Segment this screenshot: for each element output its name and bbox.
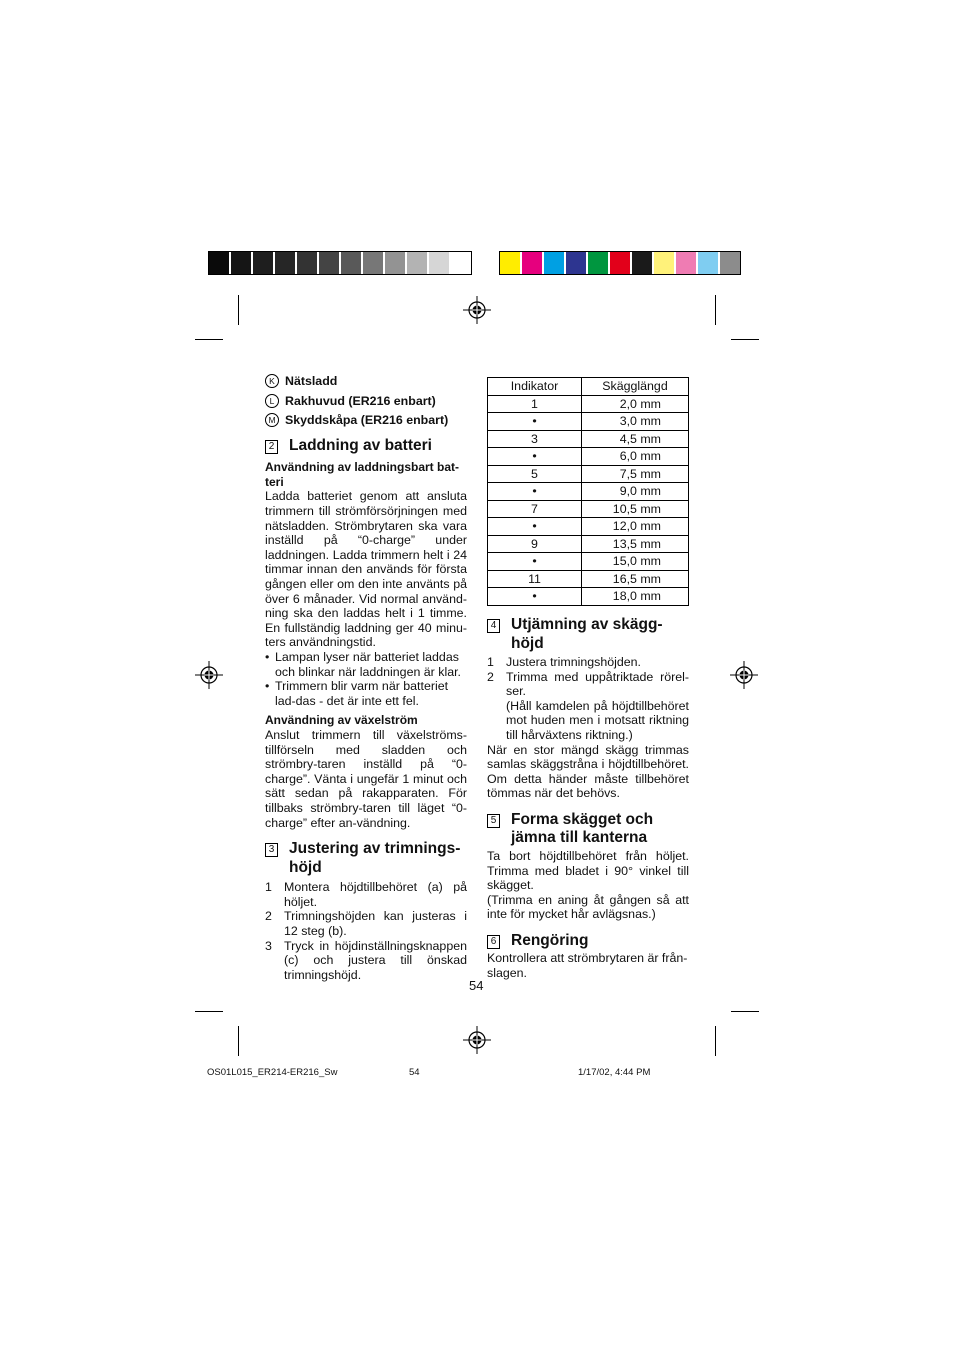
section-title: Laddning av batteri xyxy=(289,436,432,454)
section-title: Forma skägget och jämna till kanterna xyxy=(511,810,654,847)
section-heading xyxy=(487,932,689,951)
part-item xyxy=(265,374,467,389)
crop-mark xyxy=(715,1026,716,1056)
list-text: Trimma med uppåtriktade rörel-ser. (Håll kamdelen på höjdtillbehöret mot huden men i motsatt riktning till hårväxtens riktning.) xyxy=(506,669,689,742)
indicator-cell: 5 xyxy=(488,465,582,483)
list-text: Justera trimningshöjden. xyxy=(506,655,641,669)
length-cell: 6,0 mm xyxy=(582,448,689,466)
parts-list xyxy=(265,374,467,428)
indicator-cell: • xyxy=(488,588,582,606)
right-column xyxy=(487,616,689,981)
crop-mark xyxy=(731,339,759,340)
color-swatch xyxy=(253,252,273,274)
section-title: Utjämning av skägg-höjd xyxy=(511,616,663,652)
bullet-text: Trimmern blir varm när batteriet lad-das - det är inte ett fel. xyxy=(275,679,449,708)
indicator-cell: 1 xyxy=(488,395,582,413)
section-number: 4 xyxy=(487,619,500,633)
registration-mark-icon xyxy=(463,296,491,324)
length-cell: 13,5 mm xyxy=(582,535,689,553)
color-swatch xyxy=(500,252,520,274)
list-item xyxy=(265,909,467,938)
table-row xyxy=(488,448,689,466)
part-marker: L xyxy=(265,394,279,408)
indicator-cell: • xyxy=(488,483,582,501)
part-label: Nätsladd xyxy=(285,374,338,388)
paragraph: Kontrollera att strömbrytaren är från-slagen. xyxy=(487,951,688,980)
indicator-cell: • xyxy=(488,553,582,571)
paragraph: När en stor mängd skägg trimmas samlas skäggstråna i höjdtillbehöret. Om detta händer måste tillbehöret tömmas när det behövs. xyxy=(487,742,689,801)
registration-mark-icon xyxy=(195,661,223,689)
table-row xyxy=(488,395,689,413)
process-color-bar xyxy=(499,251,741,275)
color-swatch xyxy=(407,252,427,274)
section-heading xyxy=(487,811,689,848)
color-swatch xyxy=(654,252,674,274)
color-swatch xyxy=(231,252,251,274)
color-swatch xyxy=(451,252,471,274)
crop-mark xyxy=(238,1026,239,1056)
length-cell: 3,0 mm xyxy=(582,413,689,431)
list-item xyxy=(487,670,689,743)
list-number: 2 xyxy=(487,669,494,684)
subheading: Användning av laddningsbart bat-teri xyxy=(265,460,460,489)
indicator-cell: 11 xyxy=(488,570,582,588)
bullet-item: • Trimmern blir varm när batteriet lad-das - det är inte ett fel. xyxy=(265,679,449,708)
table-row xyxy=(488,413,689,431)
footer-file-name: OS01L015_ER214-ER216_Sw xyxy=(207,1067,338,1078)
color-swatch xyxy=(209,252,229,274)
color-swatch xyxy=(363,252,383,274)
table-row xyxy=(488,430,689,448)
bullet-text: Lampan lyser när batteriet laddas och blinkar när laddningen är klar. xyxy=(275,650,461,679)
crop-mark xyxy=(731,1011,759,1012)
color-swatch xyxy=(632,252,652,274)
color-swatch xyxy=(720,252,740,274)
left-column xyxy=(265,374,467,982)
length-cell: 9,0 mm xyxy=(582,483,689,501)
indicator-cell: • xyxy=(488,518,582,536)
list-number: 3 xyxy=(265,938,272,953)
list-item xyxy=(265,880,467,909)
numbered-list xyxy=(487,655,689,743)
footer-page: 54 xyxy=(409,1067,420,1078)
part-label: Rakhuvud (ER216 enbart) xyxy=(285,393,436,408)
color-swatch xyxy=(676,252,696,274)
section-title: Justering av trimnings-höjd xyxy=(289,840,461,876)
part-item xyxy=(265,394,467,409)
indicator-cell: 7 xyxy=(488,500,582,518)
indicator-cell: 3 xyxy=(488,430,582,448)
color-swatch xyxy=(275,252,295,274)
indicator-cell: • xyxy=(488,413,582,431)
list-number: 1 xyxy=(265,880,272,895)
subheading: Användning av växelström xyxy=(265,713,418,728)
length-cell: 12,0 mm xyxy=(582,518,689,536)
color-swatch xyxy=(544,252,564,274)
length-cell: 7,5 mm xyxy=(582,465,689,483)
list-number: 1 xyxy=(487,655,494,669)
length-cell: 15,0 mm xyxy=(582,553,689,571)
list-item xyxy=(265,939,467,983)
color-swatch xyxy=(610,252,630,274)
crop-mark xyxy=(715,295,716,325)
bullet-item: • Lampan lyser när batteriet laddas och blinkar när laddningen är klar. xyxy=(265,650,461,679)
table-row xyxy=(488,483,689,501)
part-marker: M xyxy=(265,413,279,427)
color-swatch xyxy=(698,252,718,274)
list-text: Montera höjdtillbehöret (a) på höljet. xyxy=(284,880,467,909)
list-item xyxy=(487,655,689,670)
table-header: Skägglängd xyxy=(582,378,689,396)
section-number: 2 xyxy=(265,440,278,454)
beard-length-table xyxy=(487,377,689,606)
section-number: 6 xyxy=(487,935,500,949)
table-row xyxy=(488,535,689,553)
color-swatch xyxy=(588,252,608,274)
crop-mark xyxy=(238,295,239,325)
registration-mark-icon xyxy=(730,661,758,689)
paragraph: Ta bort höjdtillbehöret från höljet. Trimma med bladet i 90° vinkel till skägget. (Trimma en aning åt gången så att inte för mycket hår avlägsnas.) xyxy=(487,848,689,922)
length-cell: 4,5 mm xyxy=(582,430,689,448)
indicator-cell: 9 xyxy=(488,535,582,553)
color-swatch xyxy=(297,252,317,274)
paragraph: Ladda batteriet genom att ansluta trimmern till strömförsörjningen med nätsladden. Strömbrytaren ska vara inställd på “0-charge” under laddningen. Ladda trimmern helt i 24 timmar innan den används för första gången eller om den inte använts på över 6 månader. Vid normal använd-ning ska den laddas helt i 1 timme. En fullständig laddning ger 40 minu-ters användningstid. xyxy=(265,489,467,650)
length-cell: 2,0 mm xyxy=(582,395,689,413)
list-text: Trimningshöjden kan justeras i 12 steg (b). xyxy=(284,909,467,938)
table-row xyxy=(488,553,689,571)
table-row xyxy=(488,588,689,606)
crop-mark xyxy=(195,1011,223,1012)
table-row xyxy=(488,570,689,588)
page-number: 54 xyxy=(469,978,484,993)
length-cell: 10,5 mm xyxy=(582,500,689,518)
part-label: Skyddskåpa (ER216 enbart) xyxy=(285,413,449,428)
footer-date: 1/17/02, 4:44 PM xyxy=(578,1067,651,1078)
section-title: Rengöring xyxy=(511,931,589,949)
section-number: 5 xyxy=(487,814,500,828)
grayscale-color-bar xyxy=(208,251,472,275)
section-heading xyxy=(487,616,689,653)
section-heading xyxy=(265,437,467,456)
numbered-list xyxy=(265,880,467,982)
part-marker: K xyxy=(265,374,279,388)
color-swatch xyxy=(566,252,586,274)
indicator-cell: • xyxy=(488,448,582,466)
paragraph: Anslut trimmern till växelströms-tillförseln med sladden och strömbry-taren inställd på “0-charge”. Vänta i ungefär 1 minut och sätt sedan på rakapparaten. För tillbaks strömbry-taren till läget “0-charge” efter an-vändning. xyxy=(265,727,467,830)
table-row xyxy=(488,500,689,518)
table-row xyxy=(488,465,689,483)
crop-mark xyxy=(195,339,223,340)
length-cell: 18,0 mm xyxy=(582,588,689,606)
color-swatch xyxy=(319,252,339,274)
color-swatch xyxy=(341,252,361,274)
part-item xyxy=(265,413,467,428)
registration-mark-icon xyxy=(463,1026,491,1054)
color-swatch xyxy=(429,252,449,274)
table-header-row xyxy=(488,378,689,396)
section-heading xyxy=(265,840,467,877)
list-text: Tryck in höjdinställningsknappen (c) och justera till önskad trimningshöjd. xyxy=(284,938,467,982)
color-swatch xyxy=(385,252,405,274)
color-swatch xyxy=(522,252,542,274)
list-number: 2 xyxy=(265,909,272,924)
length-cell: 16,5 mm xyxy=(582,570,689,588)
section-number: 3 xyxy=(265,843,278,857)
table-row xyxy=(488,518,689,536)
table-header: Indikator xyxy=(488,378,582,396)
